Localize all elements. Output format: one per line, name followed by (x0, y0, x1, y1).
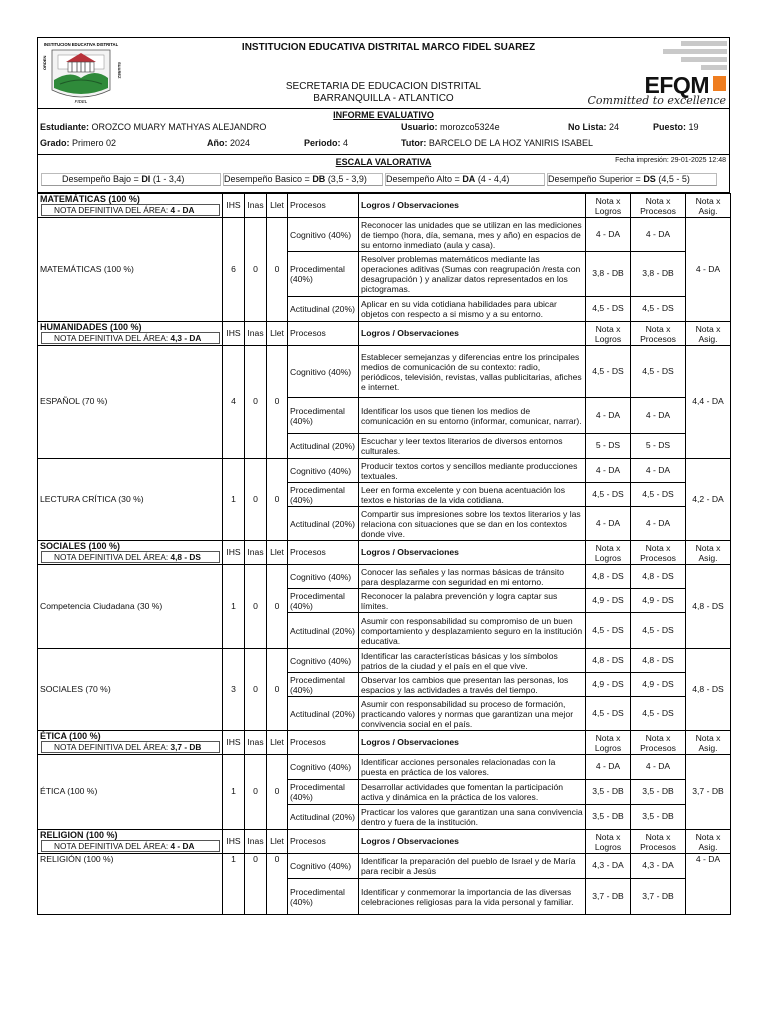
svg-text:FIDEL: FIDEL (74, 99, 88, 104)
area-header-row (38, 541, 731, 565)
nota-logros: 3,8 - DB (586, 252, 631, 297)
table-row (38, 218, 731, 252)
nota-asignatura: 4,8 - DS (686, 565, 731, 649)
nota-procesos: 5 - DS (631, 434, 686, 459)
nota-procesos: 3,5 - DB (631, 805, 686, 830)
nota-logros: 4,5 - DS (586, 613, 631, 649)
subject-llegadas-tarde: 0 (267, 218, 288, 322)
area-title-cell (38, 731, 223, 755)
nota-procesos: 4,5 - DS (631, 346, 686, 398)
svg-text:ORDEN: ORDEN (42, 55, 47, 70)
logro-text: Aplicar en su vida cotidiana habilidades para ubicar objetos con respecto a si mismo y a su entorno. (359, 297, 586, 322)
col-header-logros: Logros / Observaciones (359, 830, 586, 854)
col-header-procesos: Procesos (288, 322, 359, 346)
nota-logros: 4 - DA (586, 507, 631, 541)
subject-ihs: 1 (223, 459, 245, 541)
process-name: Procedimental (40%) (288, 589, 359, 613)
table-row (38, 755, 731, 780)
subject-name: Competencia Ciudadana (30 %) (38, 565, 223, 649)
student-field: Estudiante: OROZCO MUARY MATHYAS ALEJANDRO (40, 122, 267, 132)
nota-logros: 4,5 - DS (586, 697, 631, 731)
table-row (38, 346, 731, 398)
col-header-llet: Llet (267, 194, 288, 218)
logro-text: Establecer semejanzas y diferencias entre los principales medios de comunicación de su contexto: radio, periódicos, televisión, revistas, vallas publicitarias, afiches e internet. (359, 346, 586, 398)
nota-asignatura: 4,2 - DA (686, 459, 731, 541)
subject-name: ESPAÑOL (70 %) (38, 346, 223, 459)
grades-table (37, 193, 731, 915)
nota-logros: 3,5 - DB (586, 780, 631, 805)
nota-logros: 4,5 - DS (586, 483, 631, 507)
escala-title: ESCALA VALORATIVA (335, 157, 432, 167)
escala-bajo: Desempeño Bajo = DI (1 - 3,4) (41, 173, 221, 186)
process-name: Cognitivo (40%) (288, 218, 359, 252)
nota-procesos: 3,7 - DB (631, 879, 686, 915)
area-name: SOCIALES (100 %) (40, 541, 121, 551)
subject-ihs: 1 (223, 565, 245, 649)
area-name: RELIGION (100 %) (40, 830, 118, 840)
subject-name: SOCIALES (70 %) (38, 649, 223, 731)
logro-text: Observar los cambios que presentan las personas, los espacios y las actividades a través del tiempo. (359, 673, 586, 697)
col-header-ihs: IHS (223, 322, 245, 346)
process-name: Actitudinal (20%) (288, 507, 359, 541)
efqm-orange-square (713, 76, 726, 91)
logro-text: Asumir con responsabilidad su compromiso de un buen comportamiento y desplazamiento seguro en la institución educativa. (359, 613, 586, 649)
logro-text: Desarrollar actividades que fomentan la participación activa y dinámica en la práctica de los valores. (359, 780, 586, 805)
nota-procesos: 4,8 - DS (631, 565, 686, 589)
col-header-inas: Inas (245, 194, 267, 218)
col-header-nota-asig: Nota x Asig. (686, 731, 731, 755)
nota-logros: 4 - DA (586, 755, 631, 780)
process-name: Actitudinal (20%) (288, 434, 359, 459)
nota-logros: 4,9 - DS (586, 589, 631, 613)
periodo-field: Periodo: 4 (304, 138, 349, 148)
subject-inasistencias: 0 (245, 755, 267, 830)
process-name: Procedimental (40%) (288, 398, 359, 434)
process-name: Cognitivo (40%) (288, 854, 359, 879)
report-header (37, 37, 730, 109)
process-name: Procedimental (40%) (288, 673, 359, 697)
nota-logros: 3,7 - DB (586, 879, 631, 915)
nota-procesos: 4 - DA (631, 218, 686, 252)
nota-procesos: 4,5 - DS (631, 297, 686, 322)
grado-field: Grado: Primero 02 (40, 138, 117, 148)
area-header-row (38, 830, 731, 854)
nota-procesos: 4,9 - DS (631, 673, 686, 697)
area-final-grade: NOTA DEFINITIVA DEL ÁREA: 4,8 - DS (41, 551, 220, 563)
institution-name: INSTITUCION EDUCATIVA DISTRITAL MARCO FIDEL SUAREZ (241, 42, 536, 53)
subject-inasistencias: 0 (245, 459, 267, 541)
process-name: Actitudinal (20%) (288, 297, 359, 322)
efqm-wordmark: EFQM (644, 72, 709, 98)
nota-logros: 4,5 - DS (586, 346, 631, 398)
logro-text: Conocer las señales y las normas básicas de tránsito para desplazarme con seguridad en mi entorno. (359, 565, 586, 589)
col-header-nota-asig: Nota x Asig. (686, 541, 731, 565)
table-row (38, 459, 731, 483)
process-name: Procedimental (40%) (288, 780, 359, 805)
subject-name: ÉTICA (100 %) (38, 755, 223, 830)
col-header-logros: Logros / Observaciones (359, 541, 586, 565)
subject-llegadas-tarde: 0 (267, 854, 288, 915)
logro-text: Reconocer la palabra prevención y logra captar sus límites. (359, 589, 586, 613)
nota-procesos: 4 - DA (631, 507, 686, 541)
logro-text: Producir textos cortos y sencillos mediante producciones textuales. (359, 459, 586, 483)
subject-ihs: 1 (223, 755, 245, 830)
subject-llegadas-tarde: 0 (267, 346, 288, 459)
print-date: Fecha impresión: 29-01-2025 12:48 (615, 157, 726, 164)
col-header-procesos: Procesos (288, 830, 359, 854)
nota-logros: 4 - DA (586, 218, 631, 252)
col-header-nota-logros: Nota x Logros (586, 731, 631, 755)
col-header-procesos: Procesos (288, 731, 359, 755)
anio-field: Año: 2024 (207, 138, 251, 148)
logro-text: Compartir sus impresiones sobre los textos literarios y las relaciona con situaciones que se dan en los contextos donde vive. (359, 507, 586, 541)
nota-procesos: 4 - DA (631, 398, 686, 434)
nota-logros: 4,5 - DS (586, 297, 631, 322)
logro-text: Reconocer las unidades que se utilizan en las mediciones de tiempo (hora, día, semana, mes y año) en espacios de su entorno inmediato (aula y casa). (359, 218, 586, 252)
col-header-llet: Llet (267, 541, 288, 565)
col-header-ihs: IHS (223, 830, 245, 854)
table-row (38, 565, 731, 589)
table-row (38, 854, 731, 879)
area-title-cell (38, 541, 223, 565)
secretaria-line: SECRETARIA DE EDUCACION DISTRITAL (285, 81, 482, 92)
nolista-field: No Lista: 24 (568, 122, 620, 132)
process-name: Cognitivo (40%) (288, 459, 359, 483)
col-header-nota-procesos: Nota x Procesos (631, 830, 686, 854)
nota-logros: 5 - DS (586, 434, 631, 459)
col-header-nota-logros: Nota x Logros (586, 194, 631, 218)
nota-asignatura: 4,4 - DA (686, 346, 731, 459)
logro-text: Escuchar y leer textos literarios de diversos entornos culturales. (359, 434, 586, 459)
nota-logros: 4 - DA (586, 398, 631, 434)
subject-ihs: 1 (223, 854, 245, 915)
nota-logros: 4,8 - DS (586, 649, 631, 673)
col-header-logros: Logros / Observaciones (359, 731, 586, 755)
efqm-logo (587, 38, 727, 108)
nota-logros: 4 - DA (586, 459, 631, 483)
area-header-row (38, 731, 731, 755)
nota-procesos: 4,9 - DS (631, 589, 686, 613)
logro-text: Leer en forma excelente y con buena acentuación los textos e historias de la vida cotidiana. (359, 483, 586, 507)
col-header-inas: Inas (245, 541, 267, 565)
logro-text: Asumir con responsabilidad su proceso de formación, practicando valores y normas que garantizan una mejor convivencia social en el país. (359, 697, 586, 731)
nota-procesos: 4,5 - DS (631, 697, 686, 731)
col-header-inas: Inas (245, 830, 267, 854)
col-header-nota-asig: Nota x Asig. (686, 322, 731, 346)
nota-logros: 4,3 - DA (586, 854, 631, 879)
col-header-llet: Llet (267, 322, 288, 346)
area-final-grade: NOTA DEFINITIVA DEL ÁREA: 4,3 - DA (41, 332, 220, 344)
subject-inasistencias: 0 (245, 346, 267, 459)
process-name: Actitudinal (20%) (288, 805, 359, 830)
area-title-cell (38, 194, 223, 218)
nota-procesos: 4,8 - DS (631, 649, 686, 673)
escala-superior: Desempeño Superior = DS (4,5 - 5) (547, 173, 717, 186)
col-header-nota-asig: Nota x Asig. (686, 194, 731, 218)
puesto-field: Puesto: 19 (653, 122, 699, 132)
subject-llegadas-tarde: 0 (267, 649, 288, 731)
nota-asignatura: 4 - DA (686, 854, 731, 915)
nota-asignatura: 4,8 - DS (686, 649, 731, 731)
subject-name: MATEMÁTICAS (100 %) (38, 218, 223, 322)
logro-text: Identificar la preparación del pueblo de Israel y de María para recibir a Jesús (359, 854, 586, 879)
subject-name: LECTURA CRÍTICA (30 %) (38, 459, 223, 541)
area-header-row (38, 322, 731, 346)
city-line: BARRANQUILLA - ATLANTICO (313, 93, 454, 104)
col-header-nota-logros: Nota x Logros (586, 322, 631, 346)
process-name: Procedimental (40%) (288, 252, 359, 297)
process-name: Cognitivo (40%) (288, 346, 359, 398)
subject-inasistencias: 0 (245, 218, 267, 322)
subject-name: RELIGIÓN (100 %) (38, 854, 223, 915)
logro-text: Resolver problemas matemáticos mediante las operaciones aditivas (Sumas con reagrupación /resta con desagrupación ) y analizar datos representados en los pictogramas. (359, 252, 586, 297)
nota-procesos: 3,8 - DB (631, 252, 686, 297)
nota-procesos: 4,5 - DS (631, 613, 686, 649)
col-header-procesos: Procesos (288, 194, 359, 218)
area-final-grade: NOTA DEFINITIVA DEL ÁREA: 4 - DA (41, 204, 220, 216)
process-name: Procedimental (40%) (288, 879, 359, 915)
area-header-row (38, 194, 731, 218)
area-final-grade: NOTA DEFINITIVA DEL ÁREA: 4 - DA (41, 840, 220, 852)
col-header-llet: Llet (267, 731, 288, 755)
escala-alto: Desempeño Alto = DA (4 - 4,4) (385, 173, 545, 186)
tutor-field: Tutor: BARCELO DE LA HOZ YANIRIS ISABEL (401, 138, 594, 148)
user-field: Usuario: morozco5324e (401, 122, 500, 132)
nota-procesos: 4 - DA (631, 755, 686, 780)
nota-asignatura: 4 - DA (686, 218, 731, 322)
nota-procesos: 4,5 - DS (631, 483, 686, 507)
process-name: Actitudinal (20%) (288, 613, 359, 649)
logro-text: Identificar los usos que tienen los medios de comunicación en su entorno (informar, comunicar, narrar). (359, 398, 586, 434)
col-header-nota-procesos: Nota x Procesos (631, 194, 686, 218)
col-header-inas: Inas (245, 731, 267, 755)
col-header-ihs: IHS (223, 194, 245, 218)
logro-text: Practicar los valores que garantizan una sana convivencia dentro y fuera de la institución. (359, 805, 586, 830)
nota-logros: 4,9 - DS (586, 673, 631, 697)
school-logo (40, 40, 122, 106)
nota-procesos: 3,5 - DB (631, 780, 686, 805)
process-name: Procedimental (40%) (288, 483, 359, 507)
col-header-nota-procesos: Nota x Procesos (631, 541, 686, 565)
nota-logros: 3,5 - DB (586, 805, 631, 830)
nota-procesos: 4,3 - DA (631, 854, 686, 879)
subject-ihs: 3 (223, 649, 245, 731)
col-header-procesos: Procesos (288, 541, 359, 565)
table-row (38, 649, 731, 673)
subject-llegadas-tarde: 0 (267, 755, 288, 830)
nota-logros: 4,8 - DS (586, 565, 631, 589)
report-page (37, 37, 730, 915)
area-title-cell (38, 830, 223, 854)
informe-title: INFORME EVALUATIVO (333, 110, 434, 120)
escala-valorativa (37, 155, 730, 193)
process-name: Actitudinal (20%) (288, 697, 359, 731)
subject-inasistencias: 0 (245, 649, 267, 731)
nota-procesos: 4 - DA (631, 459, 686, 483)
logro-text: Identificar las características básicas y los símbolos patrios de la ciudad y el país en el que vive. (359, 649, 586, 673)
col-header-inas: Inas (245, 322, 267, 346)
area-name: HUMANIDADES (100 %) (40, 322, 142, 332)
logro-text: Identificar y conmemorar la importancia de las diversas celebraciones religiosas para la vida personal y familiar. (359, 879, 586, 915)
student-info (37, 109, 730, 155)
col-header-nota-logros: Nota x Logros (586, 541, 631, 565)
nota-asignatura: 3,7 - DB (686, 755, 731, 830)
escala-basico: Desempeño Basico = DB (3,5 - 3,9) (223, 173, 383, 186)
area-title-cell (38, 322, 223, 346)
svg-text:INSTITUCION EDUCATIVA DISTRITA: INSTITUCION EDUCATIVA DISTRITAL (43, 42, 119, 47)
process-name: Cognitivo (40%) (288, 755, 359, 780)
area-name: MATEMÁTICAS (100 %) (40, 194, 140, 204)
col-header-nota-asig: Nota x Asig. (686, 830, 731, 854)
col-header-logros: Logros / Observaciones (359, 322, 586, 346)
col-header-llet: Llet (267, 830, 288, 854)
process-name: Cognitivo (40%) (288, 649, 359, 673)
col-header-nota-procesos: Nota x Procesos (631, 322, 686, 346)
process-name: Cognitivo (40%) (288, 565, 359, 589)
col-header-ihs: IHS (223, 731, 245, 755)
area-final-grade: NOTA DEFINITIVA DEL ÁREA: 3,7 - DB (41, 741, 220, 753)
subject-inasistencias: 0 (245, 854, 267, 915)
col-header-nota-procesos: Nota x Procesos (631, 731, 686, 755)
subject-llegadas-tarde: 0 (267, 459, 288, 541)
col-header-nota-logros: Nota x Logros (586, 830, 631, 854)
col-header-logros: Logros / Observaciones (359, 194, 586, 218)
logro-text: Identificar acciones personales relacionadas con la puesta en práctica de los valores. (359, 755, 586, 780)
efqm-tagline: Committed to excellence (587, 94, 726, 107)
area-name: ÉTICA (100 %) (40, 731, 101, 741)
subject-llegadas-tarde: 0 (267, 565, 288, 649)
subject-ihs: 4 (223, 346, 245, 459)
subject-ihs: 6 (223, 218, 245, 322)
subject-inasistencias: 0 (245, 565, 267, 649)
svg-text:SUAREZ: SUAREZ (117, 62, 122, 79)
col-header-ihs: IHS (223, 541, 245, 565)
